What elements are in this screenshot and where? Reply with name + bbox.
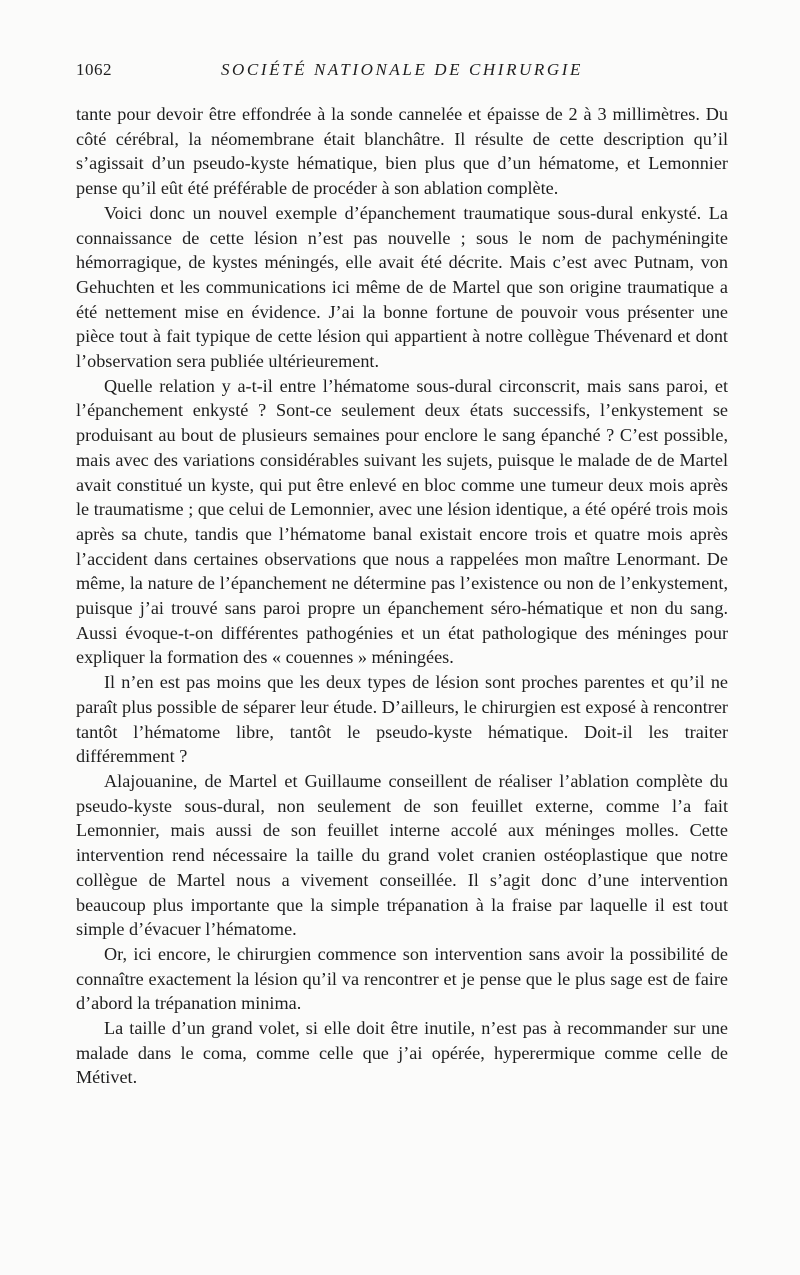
paragraph: Or, ici encore, le chirurgien commence son intervention sans avoir la possibilité de connaître exactement la lésion qu’il va rencontrer et je pense que le plus sage est de faire d’abord la trépanation minima. — [76, 943, 728, 1014]
journal-title: SOCIÉTÉ NATIONALE DE CHIRURGIE — [220, 60, 584, 79]
running-head — [76, 60, 728, 86]
paragraph: Voici donc un nouvel exemple d’épanchement traumatique sous-dural enkysté. La connaissance de cette lésion n’est pas nouvelle ; sous le nom de pachyméningite hémorragique, de kystes méningés, elle avait été décrite. Mais c’est avec Putnam, von Gehuchten et les communications ici même de de Martel que son origine traumatique a été nettement mise en évidence. J’ai la bonne fortune de pouvoir vous présenter une pièce tout à fait typique de cette lésion qui appartient à notre collègue Thévenard et dont l’observation sera publiée ultérieurement. — [76, 202, 728, 372]
paragraph: Alajouanine, de Martel et Guillaume conseillent de réaliser l’ablation complète du pseudo-kyste sous-dural, non seulement de son feuillet externe, comme l’a fait Lemonnier, mais aussi de son feuillet interne accolé aux méninges molles. Cette intervention rend nécessaire la taille du grand volet cranien ostéoplastique que notre collègue de Martel nous a vivement conseillée. Il s’agit donc d’une intervention beaucoup plus importante que la simple trépanation à la fraise par laquelle il est tout simple d’évacuer l’hématome. — [76, 770, 728, 940]
paragraph-continuation: tante pour devoir être effondrée à la sonde cannelée et épaisse de 2 à 3 millimètres. Du côté cérébral, la néomembrane était blanchâtre. Il résulte de cette description qu’il s’agissait d’un pseudo-kyste hématique, bien plus que d’un hématome, et Lemonnier pense qu’il eût été préférable de procéder à son ablation complète. — [76, 104, 728, 199]
article-body — [76, 102, 728, 1090]
page-number: 1062 — [76, 60, 112, 79]
paragraph: Quelle relation y a-t-il entre l’hématome sous-dural circonscrit, mais sans paroi, et l’épanchement enkysté ? Sont-ce seulement deux états successifs, l’enkystement se produisant au bout de plusieurs semaines pour enclore le sang épanché ? C’est possible, mais avec des variations considérables suivant les sujets, puisque le malade de de Martel avait constitué un kyste, qui put être enlevé en bloc comme une tumeur deux mois après le traumatisme ; que celui de Lemonnier, avec une lésion identique, a été opéré trois mois après sa chute, tandis que l’hématome banal existait encore trois et quatre mois après l’accident dans certaines observations que nous a rappelées mon maître Lenormant. De même, la nature de l’épanchement ne détermine pas l’existence ou non de l’enkystement, puisque j’ai trouvé sans paroi propre un épanchement séro-hématique et non du sang. Aussi évoque-t-on différentes pathogénies et un état pathologique des méninges pour expliquer la formation des « couennes » méningées. — [76, 375, 728, 668]
paragraph: Il n’en est pas moins que les deux types de lésion sont proches parentes et qu’il ne paraît plus possible de séparer leur étude. D’ailleurs, le chirurgien est exposé à rencontrer tantôt l’hématome libre, tantôt le pseudo-kyste hématique. Doit-il les traiter différemment ? — [76, 672, 728, 767]
paragraph: La taille d’un grand volet, si elle doit être inutile, n’est pas à recommander sur une malade dans le coma, comme celle que j’ai opérée, hyperermique comme celle de Métivet. — [76, 1018, 728, 1088]
